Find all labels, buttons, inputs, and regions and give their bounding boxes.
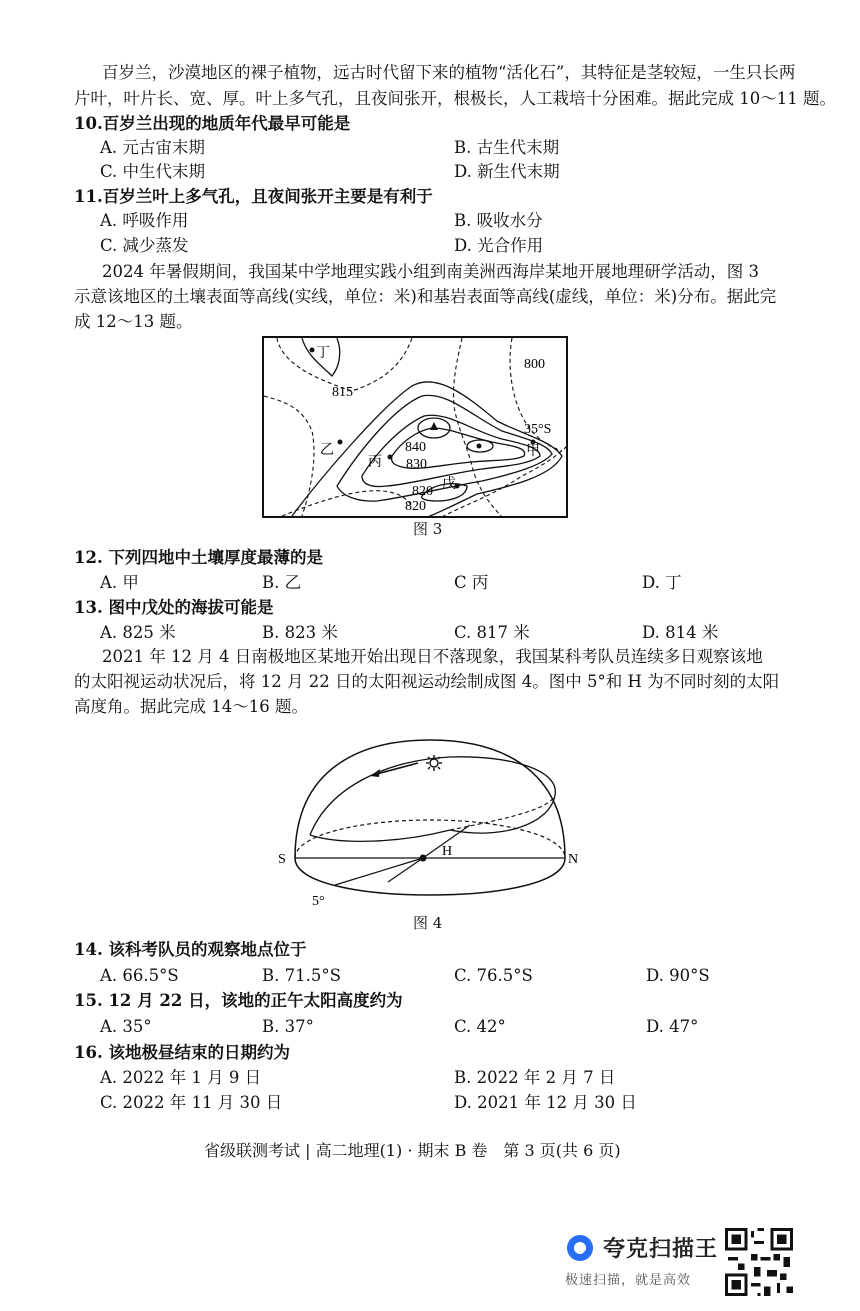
arrow-head-icon <box>370 769 380 777</box>
intro-line: 片叶，叶片长、宽、厚。叶上多气孔，且夜间张开，根极长，人工栽培十分困难。据此完成 10～11 题。 <box>74 89 836 108</box>
intro-line: 的太阳视运动状况后，将 12 月 22 日的太阳视运动绘制成图 4。图中 5°和 H 为不同时刻的太阳 <box>74 672 780 691</box>
label-815: 815 <box>332 385 353 400</box>
sun-path-lower <box>310 830 450 841</box>
intro-line: 高度角。据此完成 14～16 题。 <box>74 697 308 716</box>
point-depression <box>477 444 482 449</box>
intro-line: 百岁兰，沙漠地区的裸子植物，远古时代留下来的植物“活化石”，其特征是茎较短，一生只长两 <box>102 63 796 82</box>
q15-option-c: C. 42° <box>454 1017 506 1036</box>
q14-option-b: B. 71.5°S <box>262 966 341 985</box>
question-10-stem: 10.百岁兰出现的地质年代最早可能是 <box>74 114 351 133</box>
intro-line: 2021 年 12 月 4 日南极地区某地开始出现日不落现象，我国某科考队员连续多日观察该地 <box>102 647 763 666</box>
label-yi: 乙 <box>320 443 334 458</box>
point-yi <box>338 440 343 445</box>
label-ding: 丁 <box>316 346 330 361</box>
q10-option-c: C. 中生代末期 <box>100 162 206 181</box>
q10-option-d: D. 新生代末期 <box>454 162 560 181</box>
question-11-stem: 11.百岁兰叶上多气孔，且夜间张开主要是有利于 <box>74 187 433 206</box>
label-S: S <box>278 852 286 867</box>
label-5deg: 5° <box>312 894 325 909</box>
page-footer: 省级联测考试 | 高二地理(1) · 期末 B 卷 第 3 页(共 6 页) <box>204 1141 621 1160</box>
q16-option-b: B. 2022 年 2 月 7 日 <box>454 1068 616 1087</box>
quark-logo-icon <box>565 1233 595 1263</box>
question-14-stem: 14. 该科考队员的观察地点位于 <box>74 940 307 959</box>
figure-4-sun-path-diagram <box>270 725 590 910</box>
label-lat: 35°S <box>524 422 552 437</box>
q14-option-d: D. 90°S <box>646 966 710 985</box>
figure-4-caption: 图 4 <box>413 914 443 932</box>
label-jia: 甲 <box>526 444 540 459</box>
question-15-stem: 15. 12 月 22 日，该地的正午太阳高度约为 <box>74 991 403 1010</box>
q12-option-c: C 丙 <box>454 573 489 592</box>
q13-option-d: D. 814 米 <box>642 623 719 642</box>
label-820a: 820 <box>412 484 433 499</box>
label-800: 800 <box>524 357 545 372</box>
q12-option-d: D. 丁 <box>642 573 682 592</box>
intro-line: 示意该地区的土壤表面等高线(实线，单位：米)和基岩表面等高线(虚线，单位：米)分布。据此完 <box>74 287 777 306</box>
label-820b: 820 <box>405 499 426 514</box>
q10-option-b: B. 古生代末期 <box>454 138 560 157</box>
q16-option-c: C. 2022 年 11 月 30 日 <box>100 1093 283 1112</box>
q10-option-a: A. 元古宙末期 <box>100 138 205 157</box>
horizon-front <box>295 858 565 895</box>
q14-option-a: A. 66.5°S <box>100 966 179 985</box>
motion-arrow <box>373 763 418 775</box>
q11-option-d: D. 光合作用 <box>454 236 544 255</box>
label-830: 830 <box>406 457 427 472</box>
figure-3-contour-map <box>262 336 568 518</box>
q13-option-a: A. 825 米 <box>100 623 176 642</box>
intro-line: 成 12～13 题。 <box>74 312 193 331</box>
summit-triangle-icon <box>430 422 438 430</box>
q14-option-c: C. 76.5°S <box>454 966 533 985</box>
label-bing: 丙 <box>368 455 382 470</box>
sun-icon <box>426 755 442 771</box>
q15-option-a: A. 35° <box>100 1017 152 1036</box>
q15-option-d: D. 47° <box>646 1017 699 1036</box>
brand-name: 夸克扫描王 <box>603 1237 719 1262</box>
q11-option-c: C. 减少蒸发 <box>100 236 189 255</box>
point-bing <box>388 455 393 460</box>
question-13-stem: 13. 图中戊处的海拔可能是 <box>74 598 274 617</box>
bedrock-contour <box>442 446 567 517</box>
q13-option-b: B. 823 米 <box>262 623 338 642</box>
angle-line-5deg <box>335 858 423 885</box>
point-ding <box>310 348 315 353</box>
label-H: H <box>442 844 453 859</box>
label-840: 840 <box>405 440 426 455</box>
question-12-stem: 12. 下列四地中土壤厚度最薄的是 <box>74 548 323 567</box>
intro-line: 2024 年暑假期间，我国某中学地理实践小组到南美洲西海岸某地开展地理研学活动，图 3 <box>102 262 759 281</box>
q16-option-a: A. 2022 年 1 月 9 日 <box>100 1068 262 1087</box>
bedrock-contour <box>277 338 412 391</box>
qr-code <box>725 1228 793 1296</box>
angle-line-h-lower <box>388 858 423 882</box>
q11-option-b: B. 吸收水分 <box>454 211 543 230</box>
figure-3-caption: 图 3 <box>413 520 443 538</box>
soil-contour-830 <box>362 415 540 486</box>
label-wu: 戊 <box>442 477 456 492</box>
label-N: N <box>568 852 579 867</box>
q11-option-a: A. 呼吸作用 <box>100 211 189 230</box>
sun-path-hidden <box>450 795 555 830</box>
question-16-stem: 16. 该地极昼结束的日期约为 <box>74 1043 290 1062</box>
scanner-watermark <box>565 1232 718 1288</box>
q15-option-b: B. 37° <box>262 1017 314 1036</box>
q16-option-d: D. 2021 年 12 月 30 日 <box>454 1093 637 1112</box>
q13-option-c: C. 817 米 <box>454 623 530 642</box>
q12-option-a: A. 甲 <box>100 573 139 592</box>
sun-path <box>310 757 555 835</box>
brand-slogan: 极速扫描，就是高效 <box>565 1273 692 1288</box>
q12-option-b: B. 乙 <box>262 573 302 592</box>
